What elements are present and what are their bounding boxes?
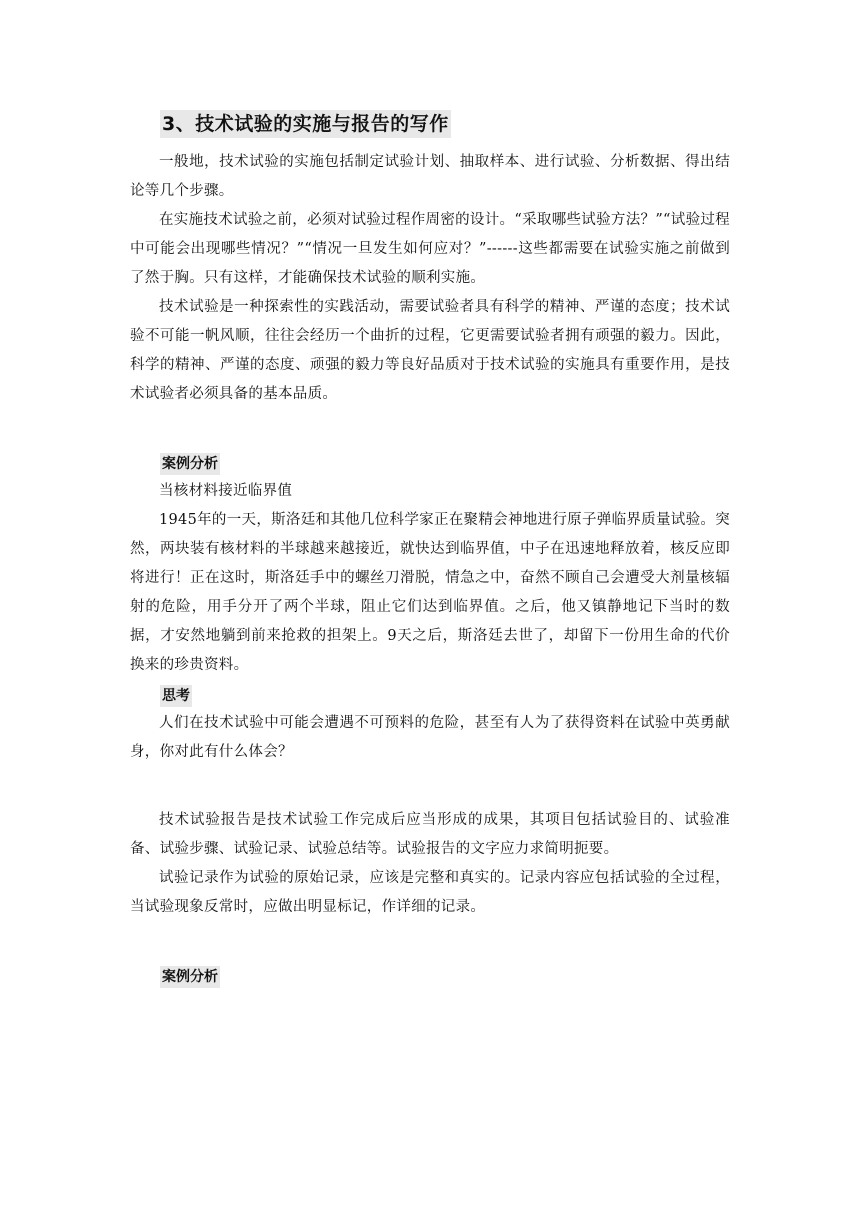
document-page: [130, 110, 730, 990]
report-paragraph-1: 技术试验报告是技术试验工作完成后应当形成的成果，其项目包括试验目的、试验准备、试验步骤、试验记录、试验总结等。试验报告的文字应力求简明扼要。: [130, 812, 730, 857]
think-body: 人们在技术试验中可能会遭遇不可预料的危险，甚至有人为了获得资料在试验中英勇献身，你对此有什么体会？: [130, 715, 730, 760]
case-analysis-label: 案例分析: [160, 453, 220, 475]
intro-paragraph-1: 一般地，技术试验的实施包括制定试验计划、抽取样本、进行试验、分析数据、得出结论等几个步骤。: [130, 154, 730, 199]
case-analysis-label-2: 案例分析: [160, 966, 220, 988]
case-title: 当核材料接近临界值: [159, 483, 293, 499]
think-label: 思考: [160, 685, 192, 707]
report-paragraph-2: 试验记录作为试验的原始记录，应该是完整和真实的。记录内容应包括试验的全过程，当试验现象反常时，应做出明显标记，作详细的记录。: [130, 870, 730, 915]
intro-paragraph-2: 在实施技术试验之前，必须对试验过程作周密的设计。“采取哪些试验方法？”“试验过程中可能会出现哪些情况？”“情况一旦发生如何应对？”------这些都需要在试验实施之前做到了然于胸。只有这样，才能确保技术试验的顺利实施。: [130, 212, 730, 286]
intro-paragraph-3: 技术试验是一种探索性的实践活动，需要试验者具有科学的精神、严谨的态度；技术试验不可能一帆风顺，往往会经历一个曲折的过程，它更需要试验者拥有顽强的毅力。因此，科学的精神、严谨的态度、顽强的毅力等良好品质对于技术试验的实施具有重要作用，是技术试验者必须具备的基本品质。: [130, 299, 730, 402]
section-heading: 3、技术试验的实施与报告的写作: [160, 110, 451, 138]
case-body: 1945年的一天，斯洛廷和其他几位科学家正在聚精会神地进行原子弹临界质量试验。突然，两块装有核材料的半球越来越接近，就快达到临界值，中子在迅速地释放着，核反应即将进行！正在这时，斯洛廷手中的螺丝刀滑脱，情急之中，奋然不顾自己会遭受大剂量核辐射的危险，用手分开了两个半球，阻止它们达到临界值。之后，他又镇静地记下当时的数据，才安然地躺到前来抢救的担架上。9天之后，斯洛廷去世了，却留下一份用生命的代价换来的珍贵资料。: [130, 512, 730, 673]
